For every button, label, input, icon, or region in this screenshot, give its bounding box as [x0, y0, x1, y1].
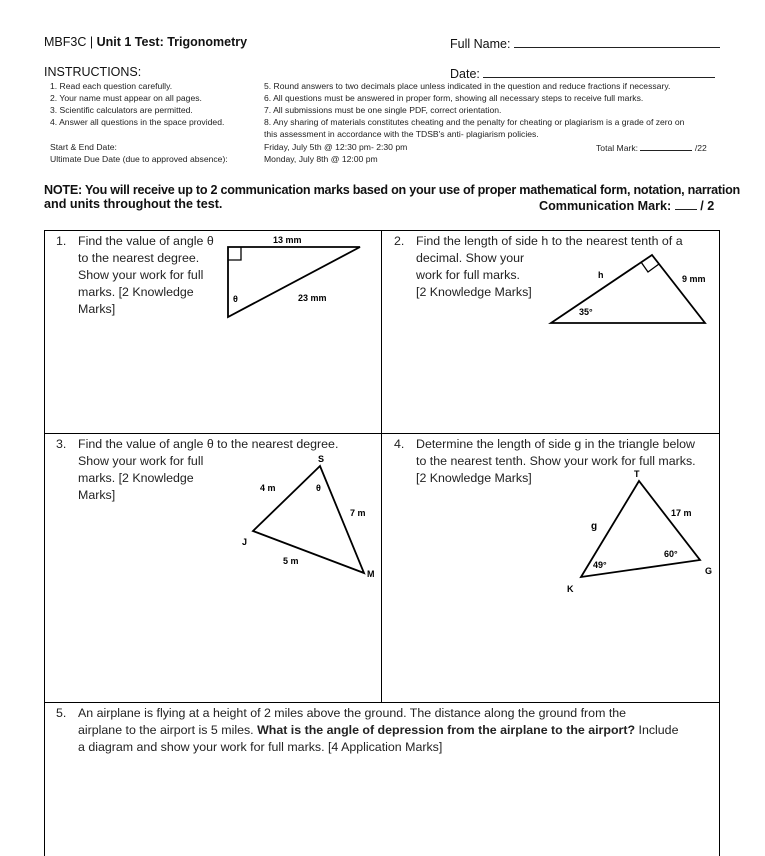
q3-label-M: M [367, 569, 375, 579]
start-end-label: Start & End Date: [50, 142, 117, 152]
question-text: to the nearest degree. [78, 251, 200, 265]
full-name-line[interactable] [514, 35, 720, 48]
instruction-item: 7. All submissions must be one single PDF, correct orientation. [264, 105, 502, 115]
question-1 [56, 233, 236, 318]
communication-note [44, 183, 740, 214]
communication-mark-line[interactable] [675, 197, 697, 210]
question-text: [2 Knowledge Marks] [416, 285, 532, 299]
question-text: airplane to the airport is 5 miles. [78, 723, 254, 737]
q2-label-angle: 35° [579, 307, 593, 317]
question-text: marks. [2 Knowledge [78, 471, 194, 485]
total-mark-value: /22 [694, 143, 707, 153]
question-text: Find the length of side h to the nearest tenth of a [416, 234, 683, 248]
q3-label-angle: θ [316, 483, 321, 493]
q3-label-S: S [318, 454, 325, 464]
instruction-item: 1. Read each question carefully. [50, 81, 173, 91]
q4-label-angle-G: 60° [664, 549, 678, 559]
course-header [44, 35, 247, 49]
q4-label-G: G [705, 566, 713, 576]
start-end-value: Friday, July 5th @ 12:30 pm- 2:30 pm [264, 142, 408, 152]
instruction-item: 4. Answer all questions in the space provided. [50, 117, 225, 127]
note-line-1: NOTE: You will receive up to 2 communication marks based on your use of proper mathematical form, notation, narration [44, 183, 740, 197]
total-mark [596, 141, 707, 154]
question-text: a diagram and show your work for full marks. [4 Application Marks] [78, 740, 443, 754]
question-number: 3. [56, 437, 67, 451]
date-field[interactable] [450, 65, 715, 81]
question-number: 1. [56, 234, 67, 248]
q2-label-h: h [598, 270, 604, 280]
q2-triangle [551, 255, 705, 323]
instruction-item: 8. Any sharing of materials constitutes cheating and the penalty for cheating or plagiarism is a grade of zero on [264, 117, 685, 127]
q4-label-T: T [634, 469, 640, 479]
question-text: Marks] [78, 488, 116, 502]
course-code: MBF3C [44, 35, 87, 49]
q1-triangle [228, 247, 360, 317]
question-5 [56, 705, 716, 756]
dates-left [50, 141, 228, 165]
question-text: Marks] [78, 302, 116, 316]
test-title: Unit 1 Test: Trigonometry [96, 35, 248, 49]
question-text: Show your work for full [78, 268, 204, 282]
instruction-item: 2. Your name must appear on all pages. [50, 93, 202, 103]
q3-label-J: J [242, 537, 248, 547]
instructions-heading: INSTRUCTIONS: [44, 65, 142, 79]
instructions-right [264, 80, 734, 140]
q4-label-g: g [591, 521, 598, 532]
grid-divider-horizontal [44, 702, 719, 703]
header-separator: | [89, 35, 94, 49]
q2-triangle-diagram [545, 245, 715, 330]
instruction-item: 6. All questions must be answered in proper form, showing all necessary steps to receive full marks. [264, 93, 644, 103]
q1-label-side: 23 mm [298, 293, 327, 303]
communication-mark [539, 197, 714, 213]
question-text: Include [638, 723, 679, 737]
question-text: decimal. Show your [416, 251, 525, 265]
question-text: work for full marks. [416, 268, 520, 282]
due-date-value: Monday, July 8th @ 12:00 pm [264, 154, 378, 164]
q1-label-top: 13 mm [273, 235, 302, 245]
instructions-left [50, 80, 224, 128]
q4-label-angle-K: 49° [593, 560, 607, 570]
question-text: Find the value of angle θ [78, 234, 214, 248]
q4-label-tg: 17 m [671, 508, 692, 518]
question-text: Determine the length of side g in the triangle below [416, 437, 695, 451]
due-date-label: Ultimate Due Date (due to approved absence): [50, 154, 228, 164]
q1-label-angle: θ [233, 294, 238, 304]
q3-label-sj: 4 m [260, 483, 276, 493]
instruction-item: this assessment in accordance with the TDSB's anti- plagiarism policies. [264, 129, 539, 139]
question-number: 5. [56, 706, 67, 720]
right-angle-marker [641, 262, 659, 272]
q2-label-side: 9 mm [682, 274, 706, 284]
question-text: [2 Knowledge Marks] [416, 471, 532, 485]
question-text-bold: What is the angle of depression from the airplane to the airport? [257, 723, 636, 737]
question-number: 2. [394, 234, 405, 248]
q4-triangle-diagram [560, 465, 720, 600]
grid-divider-horizontal [44, 433, 719, 434]
communication-mark-value: / 2 [700, 199, 715, 213]
q3-label-jm: 5 m [283, 556, 299, 566]
q4-label-K: K [567, 584, 574, 594]
dates-right [264, 141, 407, 165]
right-angle-marker [228, 247, 241, 260]
full-name-label: Full Name: [450, 37, 511, 51]
date-line[interactable] [483, 65, 715, 78]
instruction-item: 3. Scientific calculators are permitted. [50, 105, 193, 115]
note-line-2: and units throughout the test. [44, 197, 223, 211]
question-text: Show your work for full [78, 454, 204, 468]
question-text: to the nearest tenth. Show your work for full marks. [416, 454, 696, 468]
question-text: marks. [2 Knowledge [78, 285, 194, 299]
total-mark-label: Total Mark: [596, 143, 639, 153]
communication-mark-label: Communication Mark: [539, 199, 672, 213]
full-name-field[interactable] [450, 35, 720, 51]
question-text: Find the value of angle θ to the nearest degree. [78, 437, 339, 451]
q3-label-sm: 7 m [350, 508, 366, 518]
question-text: An airplane is flying at a height of 2 miles above the ground. The distance along the ground from the [78, 706, 627, 720]
q1-triangle-diagram [220, 232, 380, 327]
date-label: Date: [450, 67, 480, 81]
total-mark-line[interactable] [640, 141, 692, 151]
q3-triangle-diagram [236, 450, 386, 585]
question-number: 4. [394, 437, 405, 451]
instruction-item: 5. Round answers to two decimals place unless indicated in the question and reduce fractions if necessary. [264, 81, 671, 91]
